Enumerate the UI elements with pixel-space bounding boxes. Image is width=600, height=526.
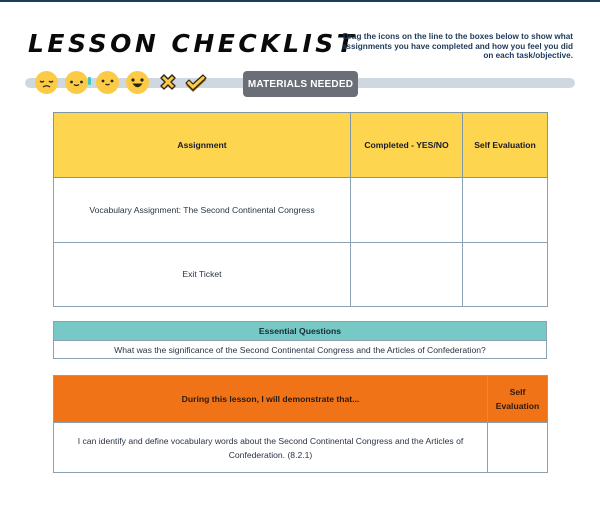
happy-face-icon[interactable] (126, 71, 149, 94)
column-header-self-evaluation: Self Evaluation (463, 113, 548, 178)
self-evaluation-drop-cell[interactable] (463, 178, 548, 243)
drag-instructions: Drag the icons on the line to the boxes below to show what assignments you have completed and how you feel you did on each task/objective. (341, 32, 573, 61)
essential-questions-table (53, 321, 547, 359)
column-header-assignment: Assignment (54, 113, 351, 178)
neutral-face-icon[interactable] (96, 71, 119, 94)
column-header-self-evaluation: Self Evaluation (488, 376, 548, 423)
sad-face-icon[interactable] (35, 71, 58, 94)
check-mark-icon[interactable] (184, 72, 206, 94)
top-rule (0, 0, 600, 2)
table-row (54, 242, 548, 307)
objectives-table (53, 375, 548, 473)
objective-cell: I can identify and define vocabulary words about the Second Continental Congress and the Articles of Confederation. (8.2.1) (54, 423, 488, 473)
completed-drop-cell[interactable] (351, 242, 463, 307)
materials-needed-button[interactable]: MATERIALS NEEDED (243, 71, 358, 97)
table-row (54, 423, 548, 473)
essential-questions-heading: Essential Questions (54, 322, 547, 341)
page-title: LESSON CHECKLIST (28, 29, 358, 58)
sweat-face-icon[interactable] (65, 71, 88, 94)
assignment-cell: Exit Ticket (54, 242, 351, 307)
sweat-drop-icon (88, 77, 91, 85)
self-evaluation-drop-cell[interactable] (488, 423, 548, 473)
essential-question-text: What was the significance of the Second Continental Congress and the Articles of Confederation? (54, 341, 547, 359)
x-mark-icon[interactable] (157, 72, 179, 94)
self-evaluation-drop-cell[interactable] (463, 242, 548, 307)
column-header-objective: During this lesson, I will demonstrate that... (54, 376, 488, 423)
assignments-table (53, 112, 548, 307)
table-row (54, 178, 548, 243)
assignment-cell: Vocabulary Assignment: The Second Continental Congress (54, 178, 351, 243)
column-header-completed: Completed - YES/NO (351, 113, 463, 178)
completed-drop-cell[interactable] (351, 178, 463, 243)
